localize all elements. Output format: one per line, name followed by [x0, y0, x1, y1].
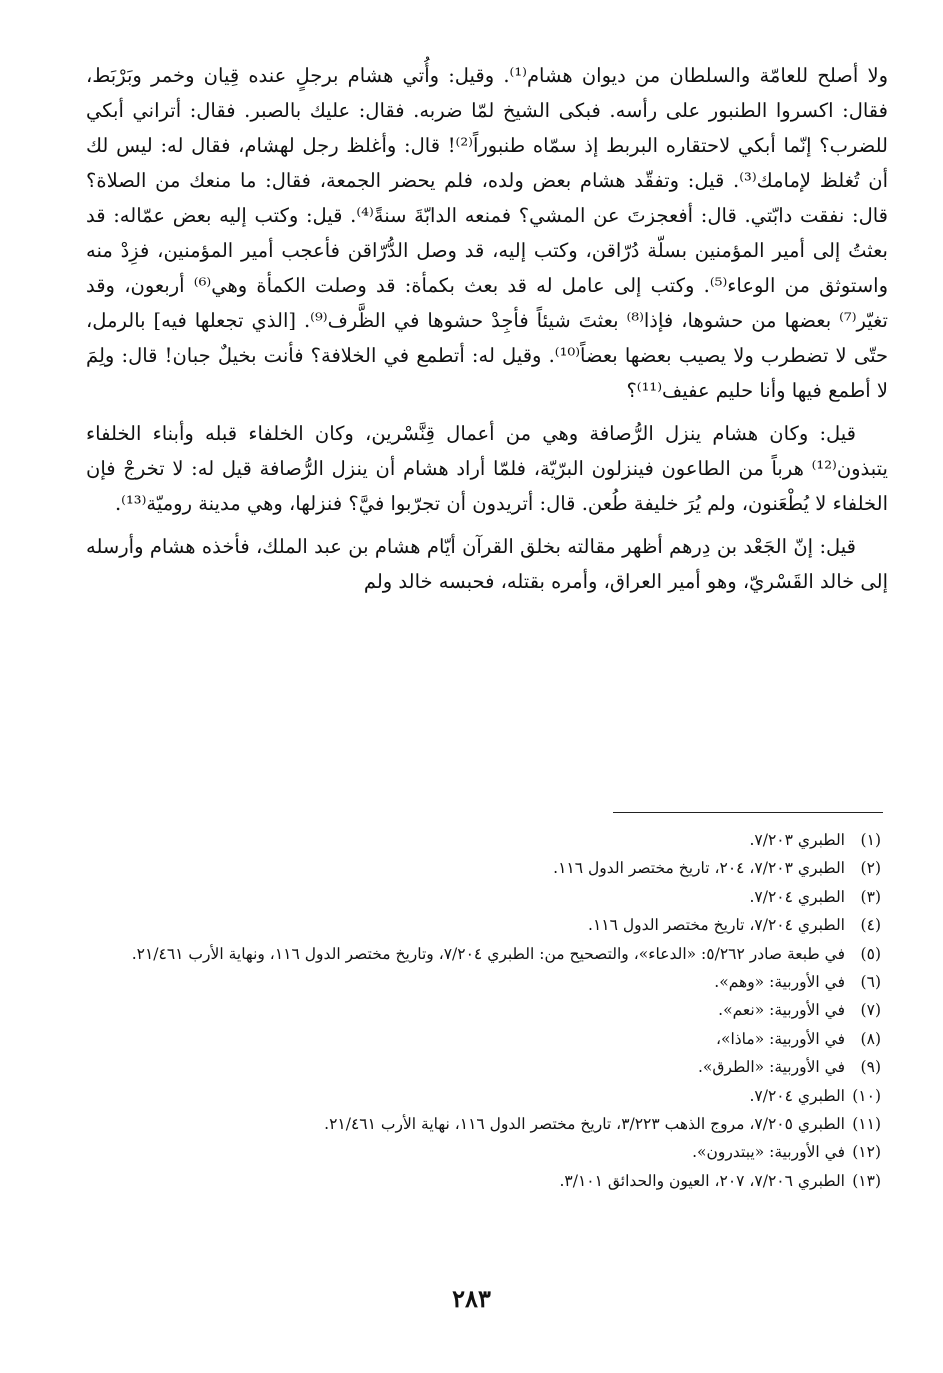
footnote-10	[76, 1082, 881, 1110]
footnote-text: في طبعة صادر ٥/٢٦٢: «الدعاء»، والتصحيح من: الطبري ٧/٢٠٤، وتاريخ مختصر الدول ١١٦، ونهاية الأرب ٢١/٤٦١.	[131, 944, 845, 963]
footnote-number: (١)	[860, 831, 881, 849]
footnote-text: في الأوربية: «ماذا»،	[715, 1029, 845, 1048]
footnote-text: الطبري ٧/٢٠٥، مروج الذهب ٣/٢٢٣، تاريخ مختصر الدول ١١٦، نهاية الأرب ٢١/٤٦١.	[324, 1115, 845, 1134]
footnote-11	[76, 1110, 881, 1138]
footnote-text: الطبري ٧/٢٠٣.	[749, 831, 845, 849]
footnote-6	[76, 968, 881, 996]
footnote-text: في الأوربية: «الطرق».	[697, 1058, 845, 1077]
footnotes-list	[76, 826, 881, 1195]
footnote-text: الطبري ٧/٢٠٤.	[749, 1086, 845, 1105]
footnote-text: في الأوربية: «وهم».	[714, 973, 845, 992]
footnote-3	[76, 883, 881, 911]
footnote-7	[76, 996, 881, 1024]
main-text	[86, 58, 888, 599]
footnote-text: في الأوربية: «يبتدرون».	[692, 1143, 845, 1162]
footnote-8	[76, 1025, 881, 1053]
footnote-13	[76, 1167, 881, 1195]
footnote-1	[76, 826, 881, 854]
footnote-number: (١٠)	[852, 1086, 881, 1105]
page-number: ٢٨٣	[452, 1284, 491, 1313]
footnote-number: (١٢)	[852, 1143, 881, 1162]
footnote-2	[76, 854, 881, 882]
footnote-5	[76, 940, 881, 968]
footnote-number: (٦)	[860, 973, 881, 992]
footnote-text: الطبري ٧/٢٠٣، ٢٠٤، تاريخ مختصر الدول ١١٦.	[553, 859, 845, 878]
paragraph-2: قيل: وكان هشام ينزل الرُّصافة وهي من أعمال قِنَّسْرين، وكان الخلفاء قبله وأبناء الخلفاء يتبذون⁽¹²⁾ هرباً من الطاعون فينزلون البرّيّة، فلمّا أراد هشام أن ينزل الرُّصافة قيل له: لا تخرجْ فإن الخلفاء لا يُطْعَنون، ولم يُرَ خليفة طُعن. قال: أتريدون أن تجرّبوا فيَّ؟ فنزلها، وهي مدينة روميّة⁽¹³⁾.	[86, 422, 888, 515]
footnote-separator	[613, 812, 883, 813]
footnote-number: (٢)	[860, 859, 881, 878]
footnote-number: (٩)	[860, 1058, 881, 1077]
paragraph-3: قيل: إنّ الجَعْد بن دِرهم أظهر مقالته بخلق القرآن أيّام هشام بن عبد الملك، فأخذه هشام وأرسله إلى خالد القَسْريّ، وهو أمير العراق، وأمره بقتله، فحبسه خالد ولم	[86, 535, 888, 593]
paragraph-1: ولا أصلح للعامّة والسلطان من ديوان هشام⁽¹⁾. وقيل: وأُتي هشام برجلٍ عنده قِيان وخمر وبَرْبَط، فقال: اكسروا الطنبور على رأسه. فبكى الشيخ لمّا ضربه. فقال: عليك بالصبر. فقال: أتراني أبكي للضرب؟ إنّما أبكي لاحتقاره البربط إذ سمّاه طنبوراً⁽²⁾! قال: وأغلظ رجل لهشام، فقال له: ليس لك أن تُغلظ لإمامك⁽³⁾. قيل: وتفقّد هشام بعض ولده، فلم يحضر الجمعة، فقال: ما منعك من الصلاة؟ قال: نفقت دابّتي. قال: أفعجزتَ عن المشي؟ فمنعه الدابّةَ سنةً⁽⁴⁾. قيل: وكتب إليه بعض عمّاله: قد بعثتُ إلى أمير المؤمنين بسلّة دُرّاقن، وكتب إليه، قد وصل الدُّرّاقن فأعجب أمير المؤمنين، فزِدْ منه واستوثق من الوعاء⁽⁵⁾. وكتب إلى عامل له قد بعث بكمأة: قد وصلت الكمأة وهي⁽⁶⁾ أربعون، وقد تغيّر⁽⁷⁾ بعضها من حشوها، فإذا⁽⁸⁾ بعثتَ شيئاً فأجِدْ حشوها في الظَّرف⁽⁹⁾. [الذي تجعلها فيه] بالرمل، حتّى لا تضطرب ولا يصيب بعضها بعضاً⁽¹⁰⁾. وقيل له: أتطمع في الخلافة؟ فأنت بخيلٌ جبان! قال: ولِمَ لا أطمع فيها وأنا حليم عفيف⁽¹¹⁾؟	[86, 64, 889, 402]
footnote-number: (١١)	[852, 1115, 881, 1134]
footnote-number: (١٣)	[852, 1171, 881, 1190]
footnote-number: (٨)	[860, 1029, 881, 1048]
footnote-text: الطبري ٧/٢٠٤، تاريخ مختصر الدول ١١٦.	[588, 916, 845, 935]
footnote-4	[76, 911, 881, 939]
footnote-12	[76, 1138, 881, 1166]
footnote-text: في الأوربية: «نعم».	[718, 1001, 845, 1020]
footnote-number: (٧)	[860, 1001, 881, 1020]
footnote-9	[76, 1053, 881, 1081]
footnote-text: الطبري ٧/٢٠٤.	[749, 887, 845, 906]
footnote-number: (٤)	[860, 916, 881, 935]
footnote-text: الطبري ٧/٢٠٦، ٢٠٧، العيون والحدائق ٣/١٠١.	[559, 1171, 845, 1190]
footnote-number: (٣)	[860, 887, 881, 906]
footnote-number: (٥)	[860, 944, 881, 963]
